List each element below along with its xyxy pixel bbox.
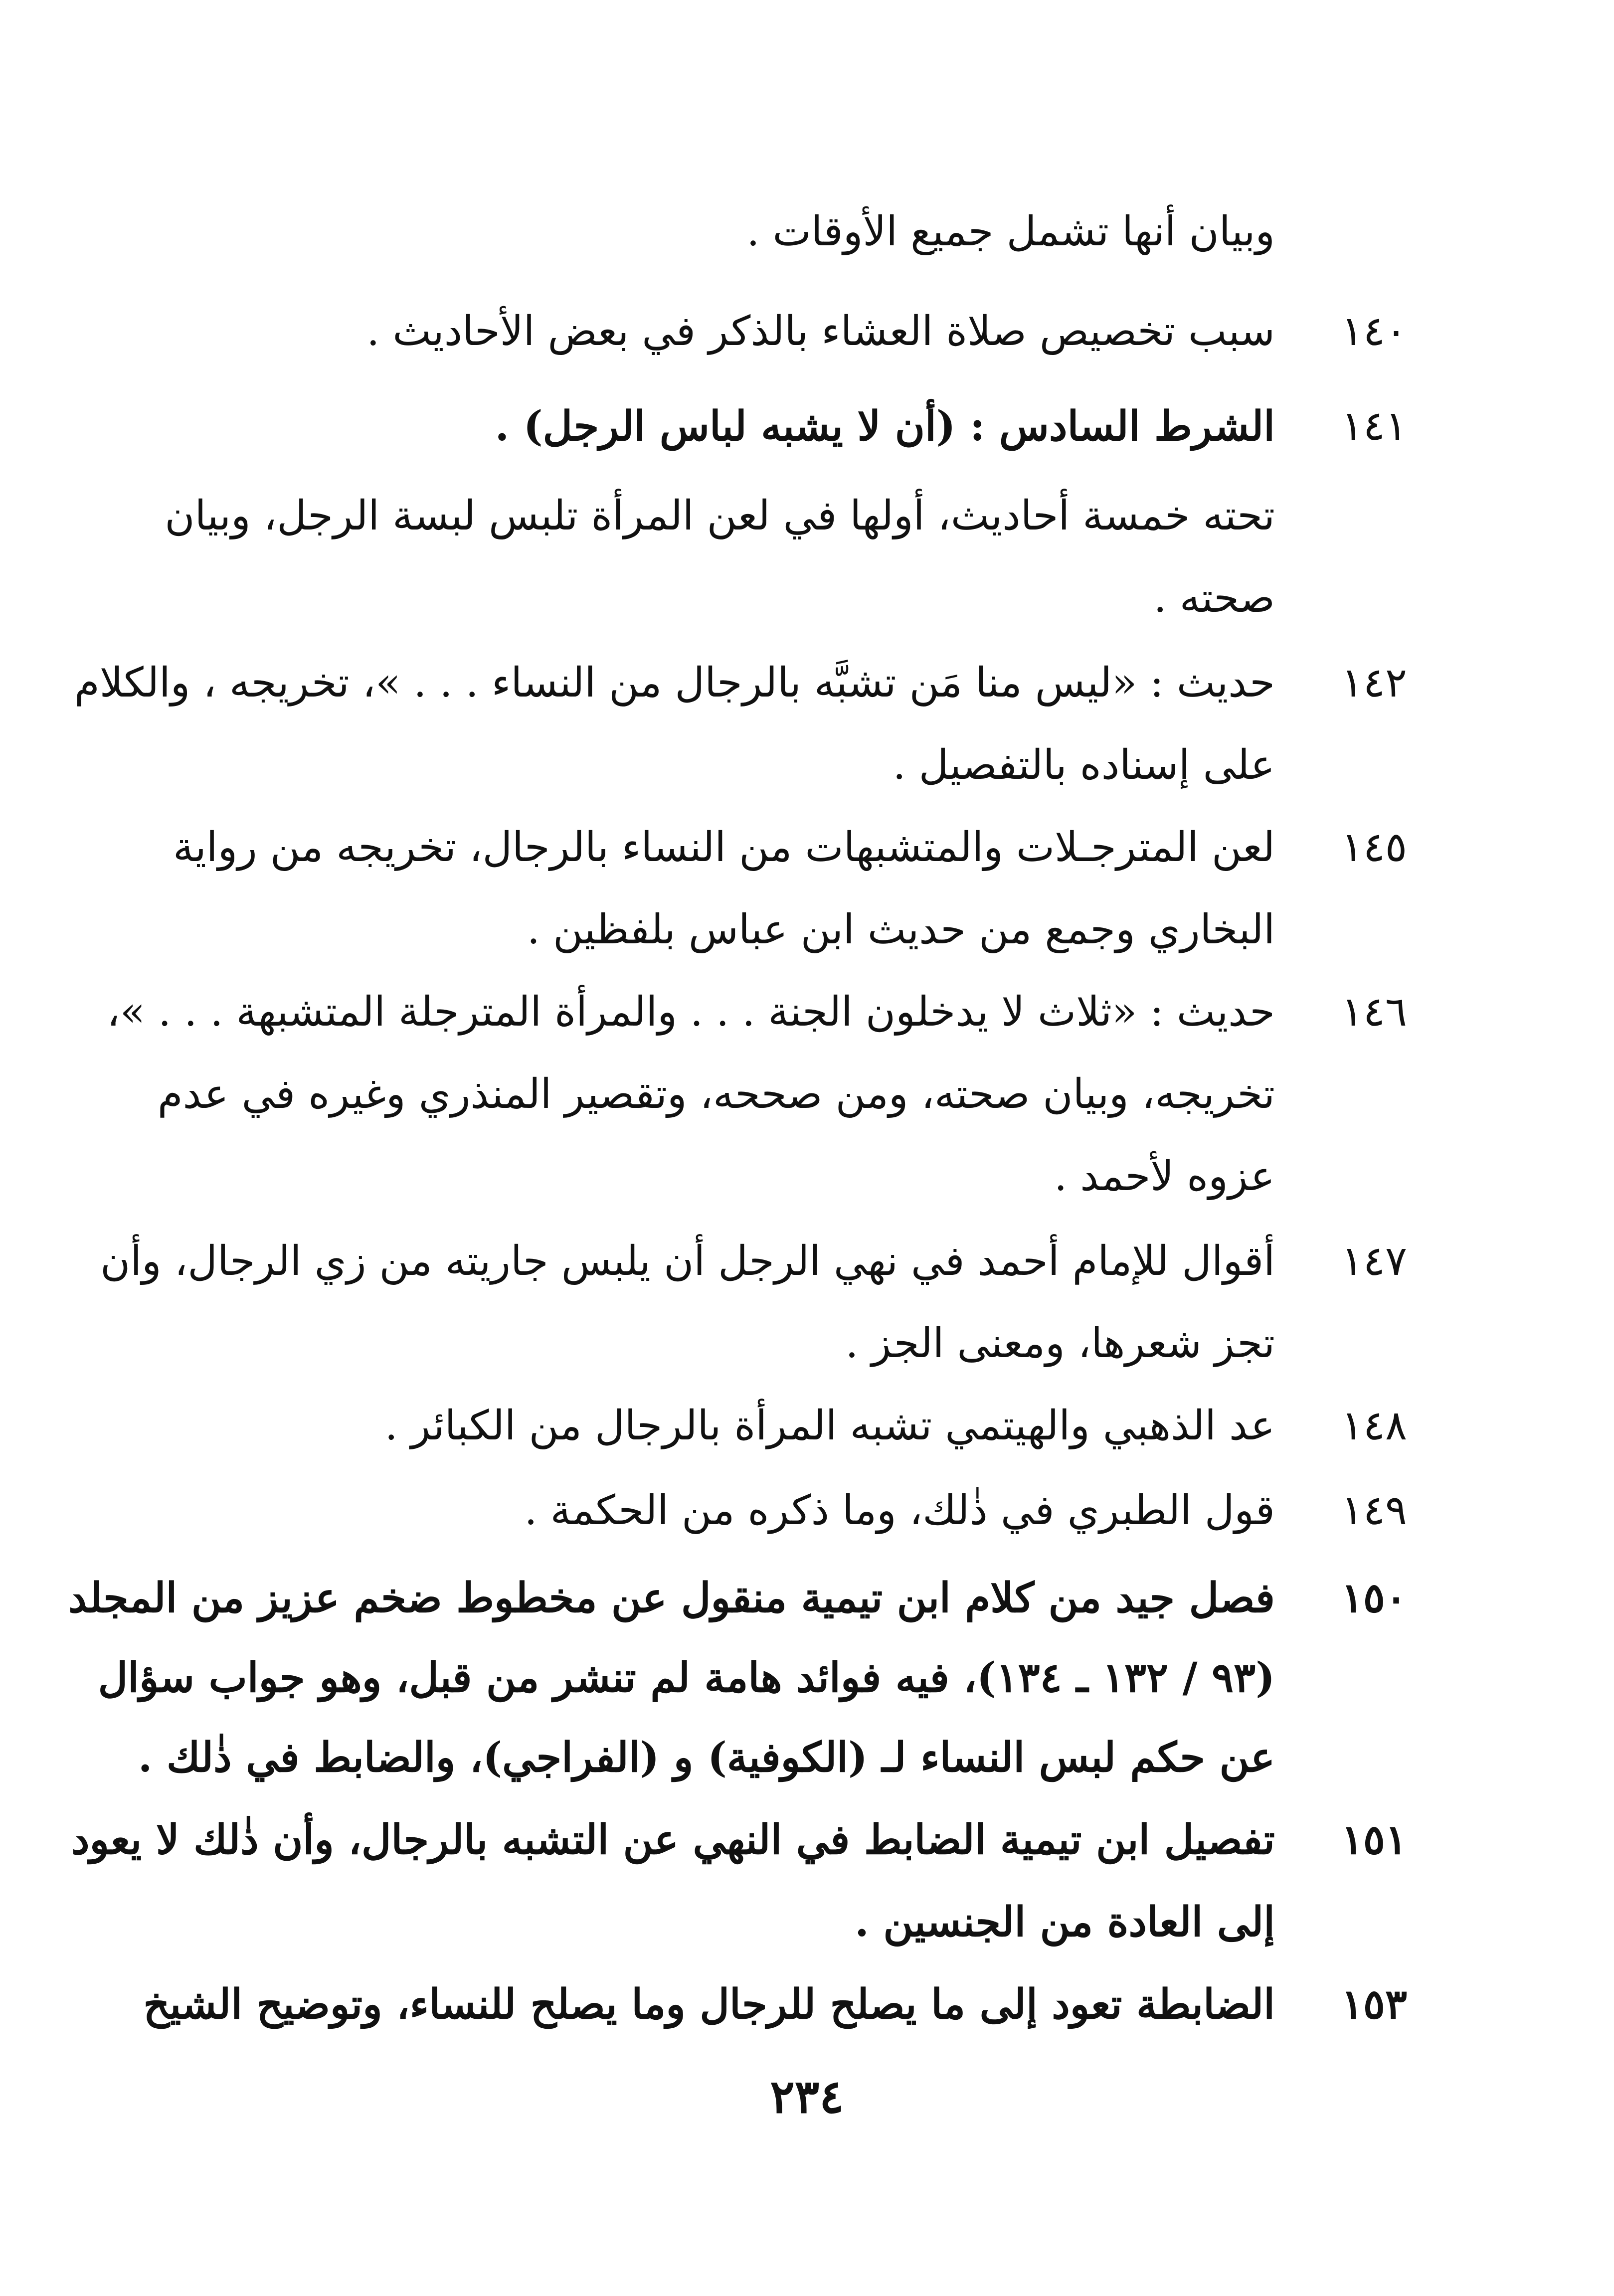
list-item xyxy=(0,474,1614,558)
list-item xyxy=(0,1962,1614,2047)
entry-text-line: تجز شعرها، ومعنى الجز . xyxy=(845,1320,1275,1367)
list-item xyxy=(0,384,1614,469)
entry-text-line: صحته . xyxy=(1153,574,1275,622)
entry-number: ١٤٨ xyxy=(1341,1402,1407,1449)
entry-number: ١٤١ xyxy=(1341,402,1407,450)
list-item xyxy=(0,1556,1614,1640)
list-item-continuation xyxy=(0,887,1614,972)
entry-text-line: لعن المترجـلات والمتشبهات من النساء بالرجال، تخريجه من رواية xyxy=(173,824,1275,871)
entry-number: ١٤٧ xyxy=(1341,1237,1407,1285)
entry-text-line: تحته خمسة أحاديث، أولها في لعن المرأة تلبس لبسة الرجل، وبيان xyxy=(165,492,1275,539)
list-item xyxy=(0,805,1614,890)
entry-number: ١٥١ xyxy=(1341,1816,1407,1864)
entry-text-line: وبيان أنها تشمل جميع الأوقات . xyxy=(746,208,1275,255)
list-item xyxy=(0,289,1614,374)
entry-text-line: حديث : «ثلاث لا يدخلون الجنة . . . والمرأة المترجلة المتشبهة . . . »، xyxy=(107,988,1275,1036)
entry-number: ١٤٥ xyxy=(1341,824,1407,871)
page-number: ٢٣٤ xyxy=(770,2070,844,2123)
entry-text-line: إلى العادة من الجنسين . xyxy=(855,1898,1275,1946)
entry-text-line: تخريجه، وبيان صحته، ومن صححه، وتقصير المنذري وغيره في عدم xyxy=(157,1070,1275,1118)
entry-text-line: عن حكم لبس النساء لـ (الكوفية) و (الفراجي)، والضابط في ذٰلك . xyxy=(138,1734,1275,1781)
entry-number: ١٤٢ xyxy=(1341,659,1407,706)
entry-text-line: البخاري وجمع من حديث ابن عباس بلفظين . xyxy=(527,906,1275,953)
list-item xyxy=(0,970,1614,1055)
entry-text-line: عزوه لأحمد . xyxy=(1054,1153,1275,1200)
entry-number: ١٥٣ xyxy=(1341,1980,1407,2028)
list-item xyxy=(0,189,1614,274)
entry-text-line: سبب تخصيص صلاة العشاء بالذكر في بعض الأحاديث . xyxy=(366,308,1275,355)
entry-text-line: عد الذهبي والهيتمي تشبه المرأة بالرجال من الكبائر . xyxy=(384,1402,1275,1449)
entry-number: ١٤٠ xyxy=(1341,308,1407,355)
list-item-continuation xyxy=(0,1635,1614,1720)
list-item xyxy=(0,1797,1614,1882)
list-item xyxy=(0,1384,1614,1468)
list-item-continuation xyxy=(0,1715,1614,1800)
list-item xyxy=(0,1219,1614,1304)
entry-text-line: الضابطة تعود إلى ما يصلح للرجال وما يصلح للنساء، وتوضيح الشيخ xyxy=(143,1980,1275,2028)
entry-text-line: قول الطبري في ذٰلك، وما ذكره من الحكمة . xyxy=(524,1487,1275,1534)
entry-text-line: الشرط السادس : (أن لا يشبه لباس الرجل) . xyxy=(495,402,1275,450)
list-item-continuation xyxy=(0,1301,1614,1386)
entry-text-line: أقوال للإمام أحمد في نهي الرجل أن يلبس جاريته من زي الرجال، وأن xyxy=(100,1237,1275,1285)
list-item-continuation xyxy=(0,556,1614,641)
list-item xyxy=(0,641,1614,725)
entry-number: ١٤٩ xyxy=(1341,1487,1407,1534)
list-item-continuation xyxy=(0,1134,1614,1219)
list-item xyxy=(0,1468,1614,1553)
entry-text-line: على إسناده بالتفصيل . xyxy=(893,741,1275,789)
entry-number: ١٥٠ xyxy=(1341,1574,1407,1622)
entry-text-line: تفصيل ابن تيمية الضابط في النهي عن التشبه بالرجال، وأن ذٰلك لا يعود xyxy=(71,1816,1275,1864)
entry-text-line: فصل جيد من كلام ابن تيمية منقول عن مخطوط ضخم عزيز من المجلد xyxy=(68,1574,1275,1622)
entry-text-line: (٩٣ / ١٣٢ ـ ١٣٤)، فيه فوائد هامة لم تنشر من قبل، وهو جواب سؤال xyxy=(98,1654,1275,1702)
list-item-continuation xyxy=(0,1880,1614,1964)
list-item-continuation xyxy=(0,723,1614,808)
list-item-continuation xyxy=(0,1052,1614,1137)
entry-text-line: حديث : «ليس منا مَن تشبَّه بالرجال من النساء . . . »، تخريجه ، والكلام xyxy=(74,659,1275,706)
entry-number: ١٤٦ xyxy=(1341,988,1407,1036)
